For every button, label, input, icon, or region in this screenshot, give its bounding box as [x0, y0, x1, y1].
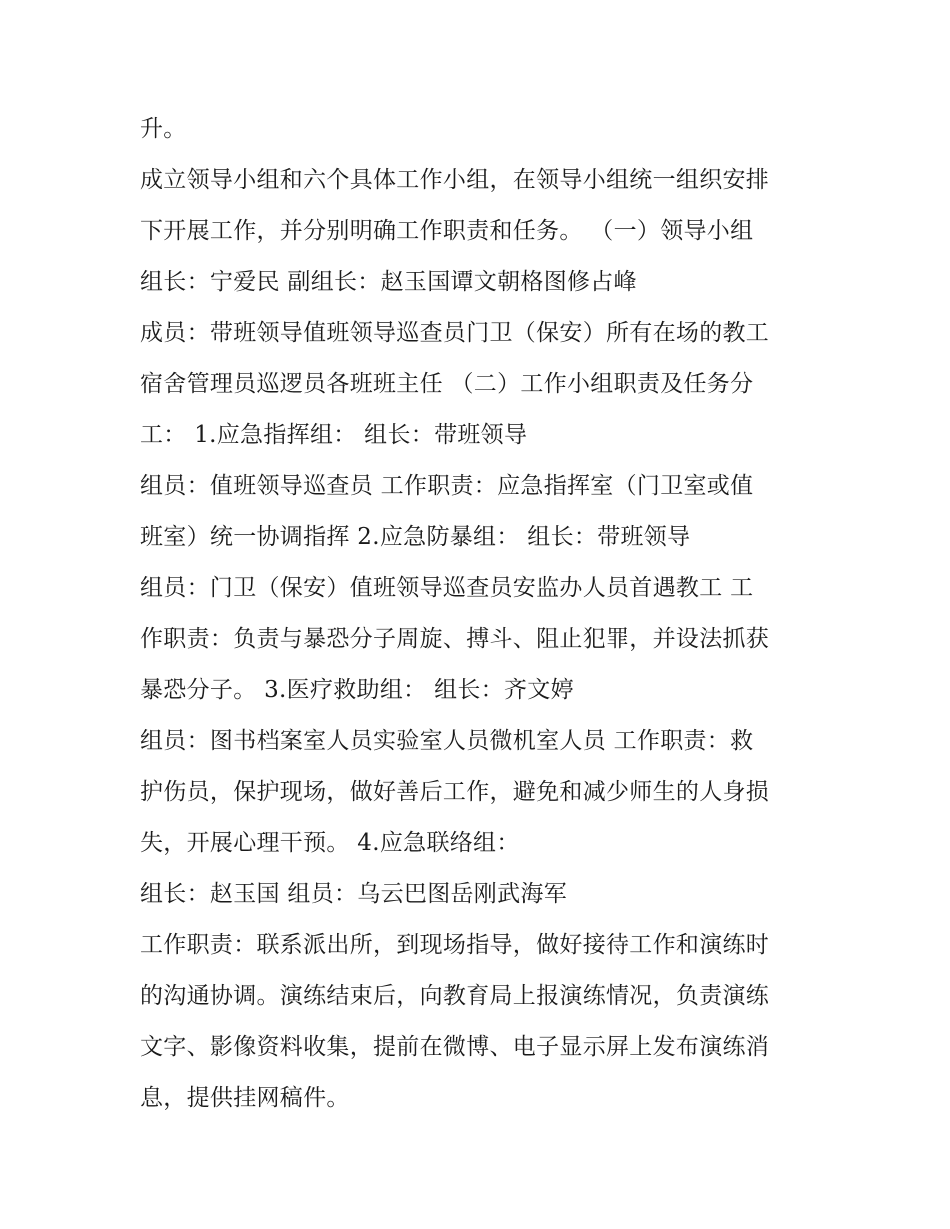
- text-line: 工作职责：联系派出所，到现场指导，做好接待工作和演练时: [140, 932, 770, 958]
- text-line: 班室）统一协调指挥 2.应急防暴组： 组长：带班领导: [140, 524, 691, 550]
- text-line: 组员：图书档案室人员实验室人员微机室人员 工作职责：救: [140, 728, 754, 754]
- text-line: 组长：宁爱民 副组长：赵玉国谭文朝格图修占峰: [140, 269, 637, 295]
- document-body: [140, 104, 820, 1124]
- text-line: 作职责：负责与暴恐分子周旋、搏斗、阻止犯罪，并设法抓获: [140, 626, 770, 652]
- text-line: 成立领导小组和六个具体工作小组，在领导小组统一组织安排: [140, 167, 770, 193]
- text-line: 暴恐分子。 3.医疗救助组： 组长：齐文婷: [140, 677, 574, 703]
- text-line: 组长：赵玉国 组员：乌云巴图岳刚武海军: [140, 881, 568, 907]
- text-line: 组员：值班领导巡查员 工作职责：应急指挥室（门卫室或值: [140, 473, 754, 499]
- text-line: 宿舍管理员巡逻员各班班主任 （二）工作小组职责及任务分: [140, 371, 754, 397]
- text-line: 升。: [140, 116, 187, 142]
- text-line: 组员：门卫（保安）值班领导巡查员安监办人员首遇教工 工: [140, 575, 754, 601]
- text-line: 失，开展心理干预。 4.应急联络组：: [140, 830, 520, 856]
- text-line: 护伤员，保护现场，做好善后工作，避免和减少师生的人身损: [140, 779, 770, 805]
- text-line: 息，提供挂网稿件。: [140, 1085, 350, 1111]
- text-line: 工： 1.应急指挥组： 组长：带班领导: [140, 422, 528, 448]
- text-line: 文字、影像资料收集，提前在微博、电子显示屏上发布演练消: [140, 1034, 770, 1060]
- text-line: 成员：带班领导值班领导巡查员门卫（保安）所有在场的教工: [140, 320, 770, 346]
- text-line: 的沟通协调。演练结束后，向教育局上报演练情况，负责演练: [140, 983, 770, 1009]
- text-line: 下开展工作，并分别明确工作职责和任务。 （一）领导小组: [140, 218, 754, 244]
